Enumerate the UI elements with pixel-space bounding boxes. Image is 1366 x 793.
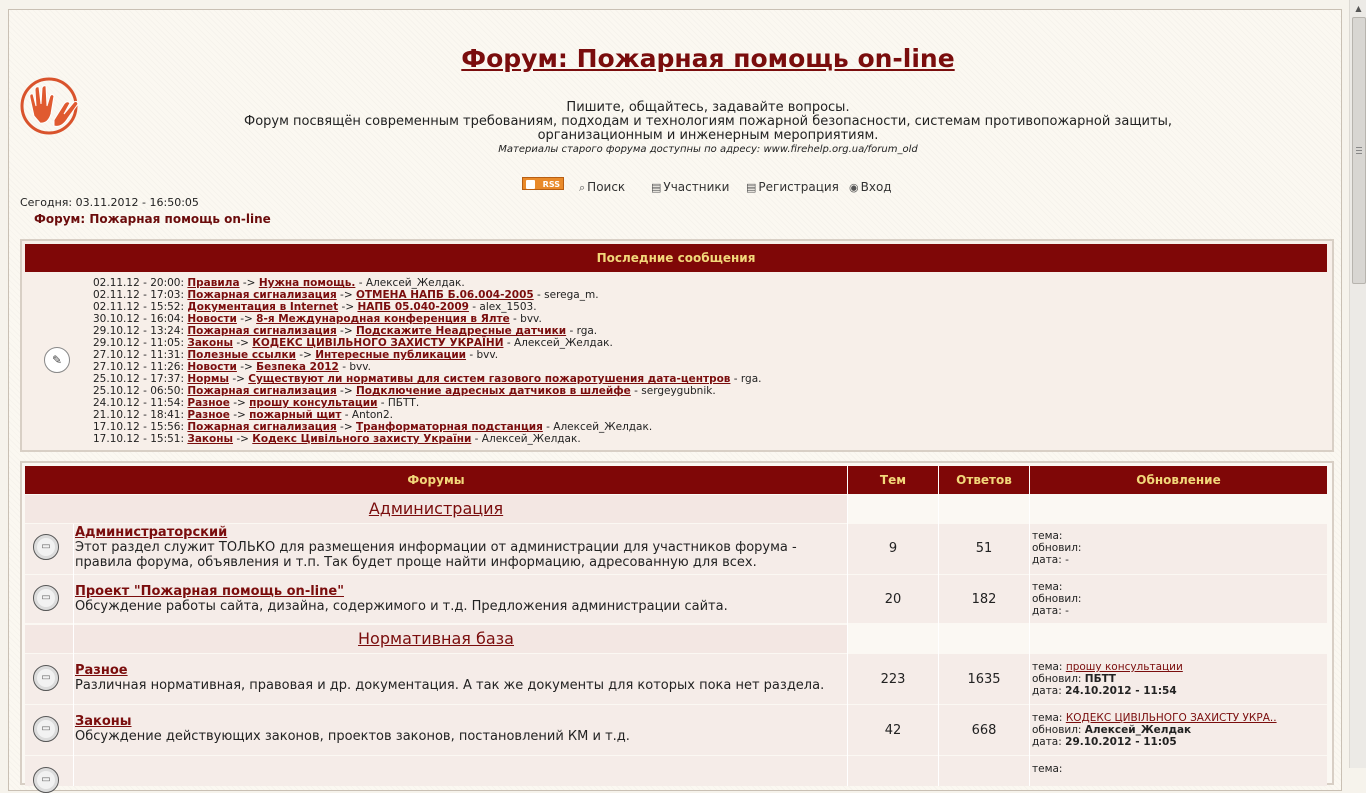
topic-count: 42 <box>884 723 902 738</box>
post-topic-link[interactable]: Безпека 2012 <box>256 361 339 373</box>
recent-post-item: 21.10.12 - 18:41: Разное -> пожарный щит - Anton2. <box>93 409 393 421</box>
label-updated-by: обновил: <box>1032 673 1082 685</box>
forum-read-icon: ▭ <box>33 767 59 793</box>
post-author: - Anton2. <box>341 409 393 421</box>
recent-post-item: 25.10.12 - 06:50: Пожарная сигнализация -> Подключение адресных датчиков в шлейфе - sergeygubnik. <box>93 385 716 397</box>
post-date: 21.10.12 - 18:41: <box>93 409 185 421</box>
login-icon: ◉ <box>849 181 859 194</box>
category-regulatory-base[interactable] <box>25 625 847 653</box>
forum-read-icon: ▭ <box>33 585 59 611</box>
category-label: Нормативная база <box>358 629 514 648</box>
search-link[interactable] <box>579 180 625 195</box>
last-topic-link[interactable]: КОДЕКС ЦИВІЛЬНОГО ЗАХИСТУ УКРА.. <box>1065 712 1277 724</box>
forum-info <box>75 663 845 693</box>
recent-posts-panel <box>20 239 1334 452</box>
post-forum-link[interactable]: Пожарная сигнализация <box>187 385 337 397</box>
post-date: 29.10.12 - 13:24: <box>93 325 185 337</box>
post-topic-link[interactable]: Подскажите Неадресные датчики <box>355 325 567 337</box>
search-label: Поиск <box>587 180 626 194</box>
post-date: 17.10.12 - 15:51: <box>93 433 185 445</box>
post-date: 02.11.12 - 17:03: <box>93 289 185 301</box>
category-administration[interactable] <box>25 495 847 523</box>
post-date: 30.10.12 - 16:04: <box>93 313 185 325</box>
reply-count: 668 <box>971 723 997 738</box>
updated-column-header: Обновление <box>1030 466 1327 494</box>
post-topic-link[interactable]: Существуют ли нормативы для систем газового пожаротушения дата-центров <box>248 373 731 385</box>
post-topic-link[interactable]: Транформаторная подстанция <box>355 421 543 433</box>
forum-title-link[interactable]: Разное <box>75 663 128 678</box>
recent-post-item: 24.10.12 - 11:54: Разное -> прошу консультации - ПБТТ. <box>93 397 420 409</box>
forum-description: Различная нормативная, правовая и др. документация. А так же документы для которых пока нет раздела. <box>75 678 825 693</box>
column-divider <box>1029 466 1030 786</box>
last-update <box>1032 763 1062 775</box>
recent-posts-list <box>93 277 762 445</box>
forum-description: Этот раздел служит ТОЛЬКО для размещения информации от администрации для участников форума - <box>75 540 797 555</box>
intro-note: Материалы старого форума доступны по адресу: www.firehelp.org.ua/forum_old <box>498 144 918 155</box>
recent-posts-icon: ✎ <box>44 347 70 373</box>
post-topic-link[interactable]: прошу консультации <box>249 397 378 409</box>
forum-title-link[interactable]: Проект "Пожарная помощь on-line" <box>75 584 344 599</box>
topic-count: 20 <box>884 592 902 607</box>
breadcrumb[interactable]: Форум: Пожарная помощь on-line <box>34 212 271 226</box>
recent-post-item: 17.10.12 - 15:56: Пожарная сигнализация -> Транформаторная подстанция - Алексей_Желдак. <box>93 421 653 433</box>
last-date: - <box>1065 554 1069 566</box>
post-date: 25.10.12 - 06:50: <box>93 385 185 397</box>
post-forum-link[interactable]: Пожарная сигнализация <box>187 421 337 433</box>
post-date: 17.10.12 - 15:56: <box>93 421 185 433</box>
label-date: дата: <box>1032 736 1062 748</box>
post-topic-link[interactable]: 8-я Международная конференция в Ялте <box>256 313 510 325</box>
last-date: - <box>1065 605 1069 617</box>
post-date: 02.11.12 - 20:00: <box>93 277 185 289</box>
intro-line-2: Форум посвящён современным требованиям, подходам и технологиям пожарной безопасности, системам противопожарной защиты, <box>244 114 1172 129</box>
post-date: 24.10.12 - 11:54: <box>93 397 185 409</box>
label-topic: тема: <box>1032 763 1063 775</box>
rss-button[interactable]: RSS <box>522 177 564 190</box>
column-divider <box>847 466 848 786</box>
post-topic-link[interactable]: КОДЕКС ЦИВІЛЬНОГО ЗАХИСТУ УКРАЇНИ <box>252 337 504 349</box>
forum-description: Обсуждение работы сайта, дизайна, содержимого и т.д. Предложения администрации сайта. <box>75 599 728 614</box>
recent-post-item: 25.10.12 - 17:37: Нормы -> Существуют ли нормативы для систем газового пожаротушения дата-центров - rga. <box>93 373 762 385</box>
forum-read-icon: ▭ <box>33 716 59 742</box>
login-label: Вход <box>860 180 892 194</box>
category-label: Администрация <box>368 499 504 518</box>
login-link[interactable] <box>849 180 892 194</box>
forum-title-link[interactable]: Законы <box>75 714 132 729</box>
forums-column-header: Форумы <box>25 466 847 494</box>
forum-info <box>75 525 845 570</box>
post-author: - rga. <box>566 325 598 337</box>
label-topic: тема: <box>1032 712 1063 724</box>
label-updated-by: обновил: <box>1032 542 1082 554</box>
last-author: Алексей_Желдак <box>1084 724 1192 736</box>
register-label: Регистрация <box>758 180 839 194</box>
site-intro <box>0 101 1366 156</box>
post-forum-link[interactable]: Полезные ссылки <box>187 349 296 361</box>
post-forum-link[interactable]: Законы <box>187 433 234 445</box>
post-author: - ПБТТ. <box>377 397 420 409</box>
recent-post-item: 27.10.12 - 11:31: Полезные ссылки -> Интересные публикации - bvv. <box>93 349 499 361</box>
post-forum-link[interactable]: Разное <box>187 409 230 421</box>
post-author: - bvv. <box>338 361 371 373</box>
last-topic-link[interactable]: прошу консультации <box>1065 661 1183 673</box>
column-divider <box>938 466 939 786</box>
reply-count: 51 <box>975 541 993 556</box>
post-author: - sergeygubnik. <box>630 385 716 397</box>
label-updated-by: обновил: <box>1032 593 1082 605</box>
forum-info <box>75 584 845 614</box>
reply-count: 182 <box>971 592 997 607</box>
post-author: - alex_1503. <box>468 301 537 313</box>
search-icon: ⌕ <box>579 181 586 194</box>
scroll-up-arrow-icon[interactable]: ▲ <box>1355 4 1362 13</box>
post-forum-link[interactable]: Законы <box>187 337 234 349</box>
topic-count: 9 <box>888 541 898 556</box>
post-author: - Алексей_Желдак. <box>503 337 613 349</box>
post-author: - bvv. <box>509 313 542 325</box>
members-link[interactable] <box>651 180 729 194</box>
post-forum-link[interactable]: Пожарная сигнализация <box>187 325 337 337</box>
replies-column-header: Ответов <box>939 466 1029 494</box>
recent-post-item: 17.10.12 - 15:51: Законы -> Кодекс Цивільного захисту України - Алексей_Желдак. <box>93 433 581 445</box>
post-forum-link[interactable]: Нормы <box>187 373 229 385</box>
register-link[interactable] <box>746 180 839 194</box>
last-update <box>1032 581 1081 617</box>
post-topic-link[interactable]: НАПБ 05.040-2009 <box>357 301 469 313</box>
post-forum-link[interactable]: Документация в Internet <box>187 301 339 313</box>
label-updated-by: обновил: <box>1032 724 1082 736</box>
post-date: 27.10.12 - 11:26: <box>93 361 185 373</box>
recent-post-item: 02.11.12 - 20:00: Правила -> Нужна помощь. - Алексей_Желдак. <box>93 277 465 289</box>
post-topic-link[interactable]: пожарный щит <box>249 409 342 421</box>
post-author: - serega_m. <box>533 289 599 301</box>
recent-post-item: 29.10.12 - 11:05: Законы -> КОДЕКС ЦИВІЛЬНОГО ЗАХИСТУ УКРАЇНИ - Алексей_Желдак. <box>93 337 613 349</box>
site-title[interactable]: Форум: Пожарная помощь on-line <box>461 44 955 73</box>
members-list-icon: ▤ <box>651 181 662 194</box>
post-forum-link[interactable]: Пожарная сигнализация <box>187 289 337 301</box>
recent-posts-heading: Последние сообщения <box>25 244 1327 272</box>
post-author: - bvv. <box>466 349 499 361</box>
post-date: 29.10.12 - 11:05: <box>93 337 185 349</box>
last-update <box>1032 712 1277 748</box>
members-label: Участники <box>663 180 730 194</box>
post-author: - Алексей_Желдак. <box>471 433 581 445</box>
recent-post-item: 02.11.12 - 15:52: Документация в Internet -> НАПБ 05.040-2009 - alex_1503. <box>93 301 537 313</box>
label-topic: тема: <box>1032 661 1063 673</box>
post-author: - Алексей_Желдак. <box>542 421 653 433</box>
post-topic-link[interactable]: Нужна помощь. <box>258 277 356 289</box>
post-forum-link[interactable]: Разное <box>187 397 230 409</box>
current-date: Сегодня: 03.11.2012 - 16:50:05 <box>20 196 199 209</box>
post-author: - rga. <box>730 373 762 385</box>
intro-line-1: Пишите, общайтесь, задавайте вопросы. <box>566 100 850 115</box>
label-date: дата: <box>1032 685 1062 697</box>
label-topic: тема: <box>1032 581 1063 593</box>
post-forum-link[interactable]: Новости <box>187 313 237 325</box>
topic-count: 223 <box>880 672 906 687</box>
forum-row <box>25 756 1327 786</box>
last-update <box>1032 530 1081 566</box>
recent-post-item: 29.10.12 - 13:24: Пожарная сигнализация -> Подскажите Неадресные датчики - rga. <box>93 325 598 337</box>
recent-post-item: 30.10.12 - 16:04: Новости -> 8-я Международная конференция в Ялте - bvv. <box>93 313 542 325</box>
last-author: ПБТТ <box>1084 673 1116 685</box>
post-date: 27.10.12 - 11:31: <box>93 349 185 361</box>
forum-info <box>75 714 845 744</box>
post-date: 02.11.12 - 15:52: <box>93 301 185 313</box>
forum-description: правила форума, объявления и т.п. Так будет проще найти информацию, адресованную для всех. <box>75 555 757 570</box>
post-topic-link[interactable]: Интересные публикации <box>315 349 467 361</box>
label-date: дата: <box>1032 605 1062 617</box>
label-topic: тема: <box>1032 530 1063 542</box>
topics-column-header: Тем <box>848 466 938 494</box>
reply-count: 1635 <box>967 672 1001 687</box>
recent-post-item: 02.11.12 - 17:03: Пожарная сигнализация -> ОТМЕНА НАПБ Б.06.004-2005 - serega_m. <box>93 289 599 301</box>
forum-title-link[interactable]: Администраторский <box>75 525 228 540</box>
column-divider <box>73 524 74 786</box>
register-icon: ▤ <box>746 181 757 194</box>
forum-description: Обсуждение действующих законов, проектов законов, постановлений КМ и т.д. <box>75 729 630 744</box>
forum-read-icon: ▭ <box>33 534 59 560</box>
last-update <box>1032 661 1183 697</box>
recent-post-item: 27.10.12 - 11:26: Новости -> Безпека 2012 - bvv. <box>93 361 371 373</box>
post-topic-link[interactable]: ОТМЕНА НАПБ Б.06.004-2005 <box>355 289 534 301</box>
label-date: дата: <box>1032 554 1062 566</box>
intro-line-3: организационным и инженерным мероприятиям. <box>537 128 879 143</box>
post-topic-link[interactable]: Кодекс Цивільного захисту України <box>252 433 472 445</box>
last-date: 24.10.2012 - 11:54 <box>1065 685 1177 697</box>
last-date: 29.10.2012 - 11:05 <box>1065 736 1177 748</box>
forums-table <box>20 461 1334 785</box>
post-topic-link[interactable]: Подключение адресных датчиков в шлейфе <box>355 385 631 397</box>
post-forum-link[interactable]: Новости <box>187 361 237 373</box>
forum-read-icon: ▭ <box>33 665 59 691</box>
post-date: 25.10.12 - 17:37: <box>93 373 185 385</box>
post-author: - Алексей_Желдак. <box>355 277 465 289</box>
post-forum-link[interactable]: Правила <box>187 277 240 289</box>
